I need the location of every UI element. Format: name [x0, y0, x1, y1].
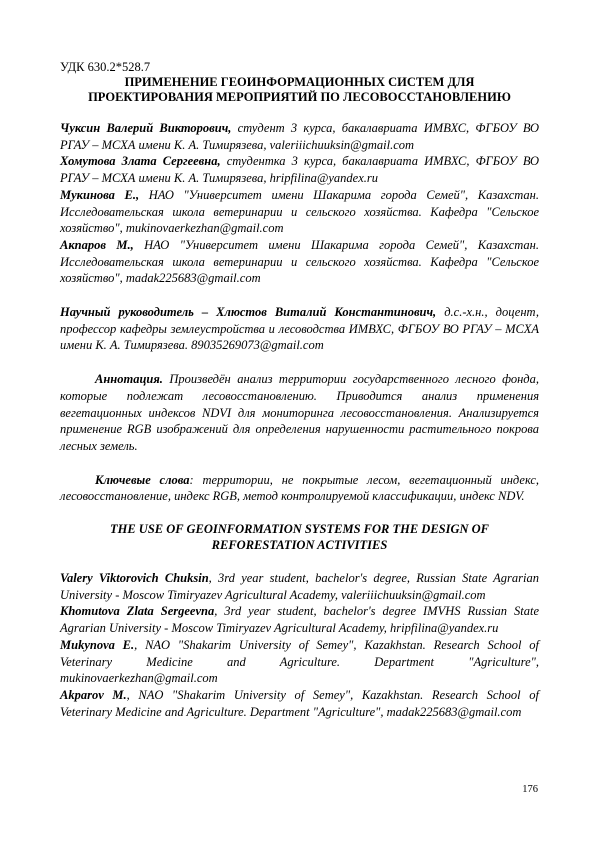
- author-name: Мукинова Е.,: [60, 187, 140, 202]
- author-name: Akparov M.: [60, 687, 127, 702]
- author-name: Хомутова Злата Сергеевна,: [60, 154, 221, 169]
- author-info: студент 3 курса, бакалавриата ИМВХС, ФГБОУ ВО РГАУ – МСХА имени К. А. Тимирязева, valeriiichuuksin@gmail.com: [60, 121, 539, 152]
- keywords-text: : территории, не покрытые лесом, вегетационный индекс, лесовосстановление, индекс RGB, метод контролируемой классификации, индекс NDV.: [60, 472, 539, 504]
- author-info: студентка 3 курса, бакалавриата ИМВХС, ФГБОУ ВО РГАУ – МСХА имени К. А. Тимирязева, hripfilina@yandex.ru: [60, 154, 540, 186]
- author-ru: [60, 187, 539, 237]
- keywords: [60, 472, 539, 505]
- supervisor-name: Научный руководитель – Хлюстов Виталий Константинович,: [60, 305, 437, 320]
- author-info: НАО "Университет имени Шакарима города Семей", Казахстан. Исследовательская школа ветеринарии и сельского хозяйства. Кафедра "Сельское хозяйство", mukinovaerkezhan@gmail.com: [60, 187, 540, 236]
- author-ru: [60, 120, 539, 153]
- title-ru-line: ПРИМЕНЕНИЕ ГЕОИНФОРМАЦИОННЫХ СИСТЕМ ДЛЯ: [124, 75, 475, 89]
- supervisor-info: д.с.-х.н., доцент, профессор кафедры землеустройства и лесоводства ИМВХС, ФГБОУ ВО РГАУ – МСХА имени К. А. Тимирязева. 89035269073@gmail.com: [60, 305, 540, 353]
- article-page: [60, 60, 539, 720]
- title-ru-line: ПРОЕКТИРОВАНИЯ МЕРОПРИЯТИЙ ПО ЛЕСОВОССТАНОВЛЕНИЮ: [88, 90, 511, 104]
- abstract-text: Произведён анализ территории государственного лесного фонда, которые подлежат лесовосстановлению. Приводится анализ применения вегетационных индексов NDVI для мониторинга лесовосстановления. Анализируется применение RGB изображений для определения нарушенности растительного покрова лесных земель.: [60, 372, 539, 453]
- title-en-line: THE USE OF GEOINFORMATION SYSTEMS FOR THE DESIGN OF: [109, 522, 490, 537]
- abstract-label: Аннотация.: [95, 372, 163, 387]
- title-en-line: REFORESTATION ACTIVITIES: [211, 537, 388, 552]
- title-en: [60, 522, 539, 553]
- author-info: , NAO "Shakarim University of Semey", Kazakhstan. Research School of Veterinary Medicine and Agriculture. Department "Agriculture", madak225683@gmail.com: [60, 687, 539, 719]
- author-name: Khomutova Zlata Sergeevna: [60, 604, 215, 619]
- author-en: [60, 637, 539, 687]
- authors-ru: [60, 120, 539, 287]
- author-info: НАО "Университет имени Шакарима города Семей", Казахстан. Исследовательская школа ветеринарии и сельского хозяйства. Кафедра "Сельское хозяйство", madak225683@gmail.com: [60, 237, 540, 286]
- author-info: , 3rd year student, bachelor's degree IMVHS Russian State Agrarian University - Moscow Timiryazev Agricultural Academy, hripfilina@yandex.ru: [60, 604, 539, 636]
- author-ru: [60, 153, 539, 186]
- author-en: [60, 570, 539, 603]
- author-name: Акпаров М.,: [60, 237, 134, 252]
- title-ru: [60, 75, 539, 105]
- author-name: Чуксин Валерий Викторович,: [60, 121, 232, 135]
- keywords-label: Ключевые слова: [95, 472, 190, 487]
- authors-en: [60, 570, 539, 720]
- author-name: Mukynova E.: [60, 637, 135, 652]
- author-info: , NAO "Shakarim University of Semey", Kazakhstan. Research School of Veterinary Medicine and Agriculture. Department "Agriculture", mukinovaerkezhan@gmail.com: [60, 637, 539, 686]
- author-name: Valery Viktorovich Chuksin: [60, 571, 209, 586]
- author-info: , 3rd year student, bachelor's degree, Russian State Agrarian University - Moscow Timiryazev Agricultural Academy, valeriiichuuksin@gmail.com: [60, 571, 539, 602]
- author-en: [60, 687, 539, 720]
- abstract: [60, 371, 539, 455]
- udc-code: УДК 630.2*528.7: [60, 60, 151, 74]
- author-ru: [60, 237, 539, 287]
- supervisor: [60, 304, 539, 354]
- author-en: [60, 603, 539, 636]
- page-number: 176: [522, 784, 538, 795]
